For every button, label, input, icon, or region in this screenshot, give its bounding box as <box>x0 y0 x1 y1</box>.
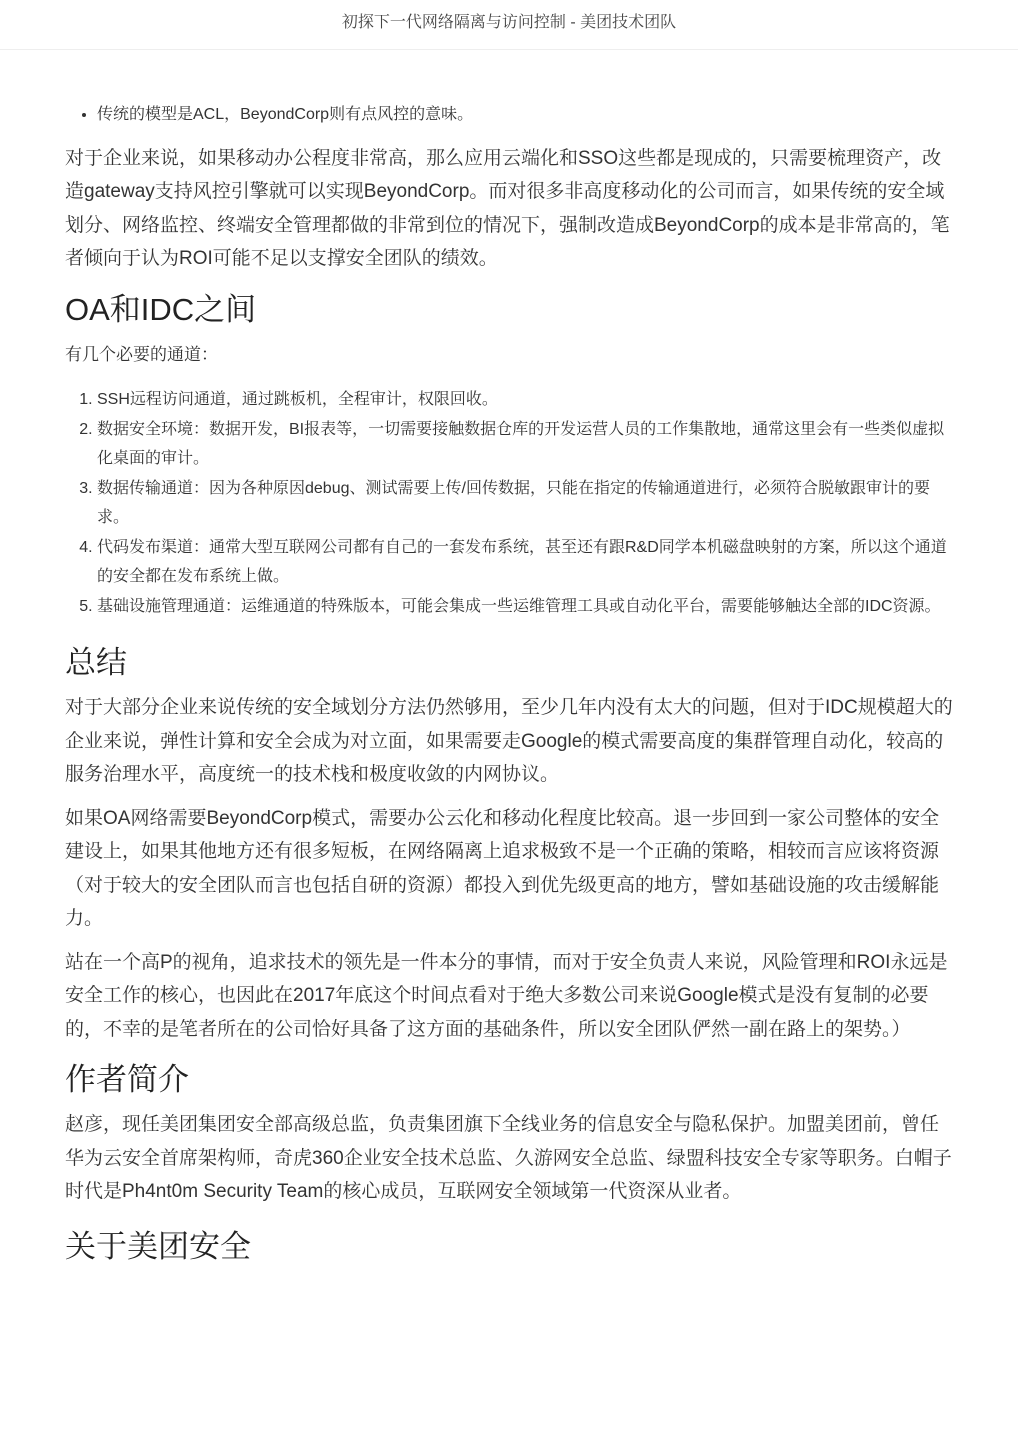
page-header <box>0 0 1018 50</box>
channel-list <box>65 385 953 621</box>
list-item: 1. SSH远程访问通道，通过跳板机，全程审计，权限回收。 <box>97 385 953 415</box>
list-item: 5. 基础设施管理通道：运维通道的特殊版本，可能会集成一些运维管理工具或自动化平台，需要能够触达全部的IDC资源。 <box>97 592 953 622</box>
article-body <box>65 100 953 1275</box>
heading-summary: 总结 <box>65 645 127 680</box>
list-item: • 传统的模型是ACL，BeyondCorp则有点风控的意味。 <box>97 100 953 130</box>
paragraph: 对于大部分企业来说传统的安全域划分方法仍然够用，至少几年内没有太大的问题，但对于IDC规模超大的企业来说，弹性计算和安全会成为对立面，如果需要走Google的模式需要高度的集群管理自动化，较高的服务治理水平，高度统一的技术栈和极度收敛的内网协议。 <box>65 697 953 785</box>
list-item: 2. 数据安全环境：数据开发，BI报表等，一切需要接触数据仓库的开发运营人员的工作集散地，通常这里会有一些类似虚拟化桌面的审计。 <box>97 415 953 474</box>
heading-oa-idc: OA和IDC之间 <box>65 291 257 327</box>
paragraph: 对于企业来说，如果移动办公程度非常高，那么应用云端化和SSO这些都是现成的，只需要梳理资产，改造gateway支持风控引擎就可以实现BeyondCorp。而对很多非高度移动化的公司而言，如果传统的安全域划分、网络监控、终端安全管理都做的非常到位的情况下，强制改造成BeyondCorp的成本是非常高的，笔者倾向于认为ROI可能不足以支撑安全团队的绩效。 <box>65 147 950 269</box>
heading-about: 关于美团安全 <box>65 1228 251 1264</box>
list-item: 4. 代码发布渠道：通常大型互联网公司都有自己的一套发布系统，甚至还有跟R&D同学本机磁盘映射的方案，所以这个通道的安全都在发布系统上做。 <box>97 533 953 592</box>
bullet-list <box>65 100 953 130</box>
paragraph: 有几个必要的通道： <box>65 344 218 364</box>
heading-author: 作者简介 <box>65 1062 189 1097</box>
paragraph: 如果OA网络需要BeyondCorp模式，需要办公云化和移动化程度比较高。退一步回到一家公司整体的安全建设上，如果其他地方还有很多短板，在网络隔离上追求极致不是一个正确的策略，相较而言应该将资源（对于较大的安全团队而言也包括自研的资源）都投入到优先级更高的地方，譬如基础设施的攻击缓解能力。 <box>65 807 940 929</box>
page-title: 初探下一代网络隔离与访问控制 - 美团技术团队 <box>341 14 677 31</box>
paragraph: 站在一个高P的视角，追求技术的领先是一件本分的事情，而对于安全负责人来说，风险管理和ROI永远是安全工作的核心，也因此在2017年底这个时间点看对于绝大多数公司来说Google模式是没有复制的必要的，不幸的是笔者所在的公司恰好具备了这方面的基础条件，所以安全团队俨然一副在路上的架势。） <box>65 951 948 1040</box>
paragraph: 赵彦，现任美团集团安全部高级总监，负责集团旗下全线业务的信息安全与隐私保护。加盟美团前，曾任华为云安全首席架构师，奇虎360企业安全技术总监、久游网安全总监、绿盟科技安全专家等职务。白帽子时代是Ph4nt0m Security Team的核心成员，互联网安全领域第一代资深从业者。 <box>65 1114 952 1202</box>
list-item: 3. 数据传输通道：因为各种原因debug、测试需要上传/回传数据，只能在指定的传输通道进行，必须符合脱敏跟审计的要求。 <box>97 474 953 533</box>
